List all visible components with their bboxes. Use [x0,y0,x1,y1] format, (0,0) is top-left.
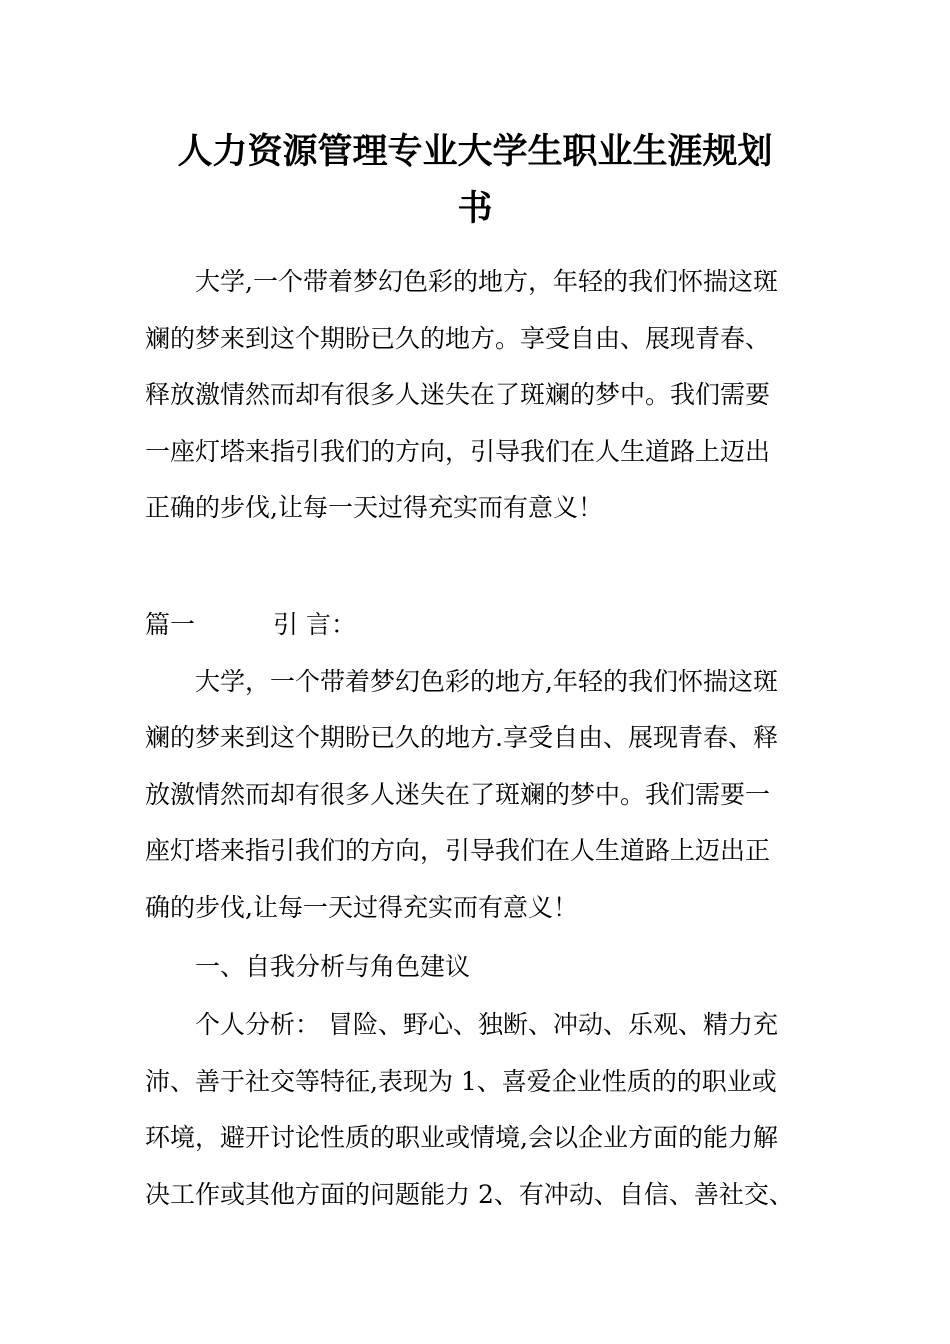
analysis-line: 环境，避开讨论性质的职业或情境,会以企业方面的能力解 [145,1123,778,1152]
subheading: 一、自我分析与角色建议 [195,952,471,981]
intro-line: 大学,一个带着梦幻色彩的地方，年轻的我们怀揣这斑 [195,267,778,296]
section-line: 斓的梦来到这个期盼已久的地方.享受自由、展现青春、释 [145,723,778,752]
section-heading-text: 引 言： [273,610,356,639]
intro-line: 正确的步伐,让每一天过得充实而有意义！ [145,493,603,522]
analysis-line: 决工作或其他方面的问题能力 2、有冲动、自信、善社交、 [145,1180,794,1209]
section-heading-label: 篇一 [145,610,196,639]
section-line: 放激情然而却有很多人迷失在了斑斓的梦中。我们需要一 [145,780,771,809]
section-line: 大学，一个带着梦幻色彩的地方,年轻的我们怀揣这斑 [195,667,778,696]
document-title-line-2: 书 [457,189,493,229]
section-heading [145,608,356,642]
intro-line: 释放激情然而却有很多人迷失在了斑斓的梦中。我们需要 [145,380,771,409]
intro-line: 一座灯塔来指引我们的方向，引导我们在人生道路上迈出 [145,437,771,466]
intro-line: 斓的梦来到这个期盼已久的地方。享受自由、展现青春、 [145,324,771,353]
section-line: 确的步伐,让每一天过得充实而有意义！ [145,893,578,922]
section-line: 座灯塔来指引我们的方向，引导我们在人生道路上迈出正 [145,836,771,865]
analysis-line: 个人分析： 冒险、野心、独断、冲动、乐观、精力充 [195,1010,778,1039]
document-title-line-1: 人力资源管理专业大学生职业生涯规划 [177,132,773,172]
analysis-line: 沛、善于社交等特征,表现为 1、喜爱企业性质的的职业或 [145,1067,777,1096]
